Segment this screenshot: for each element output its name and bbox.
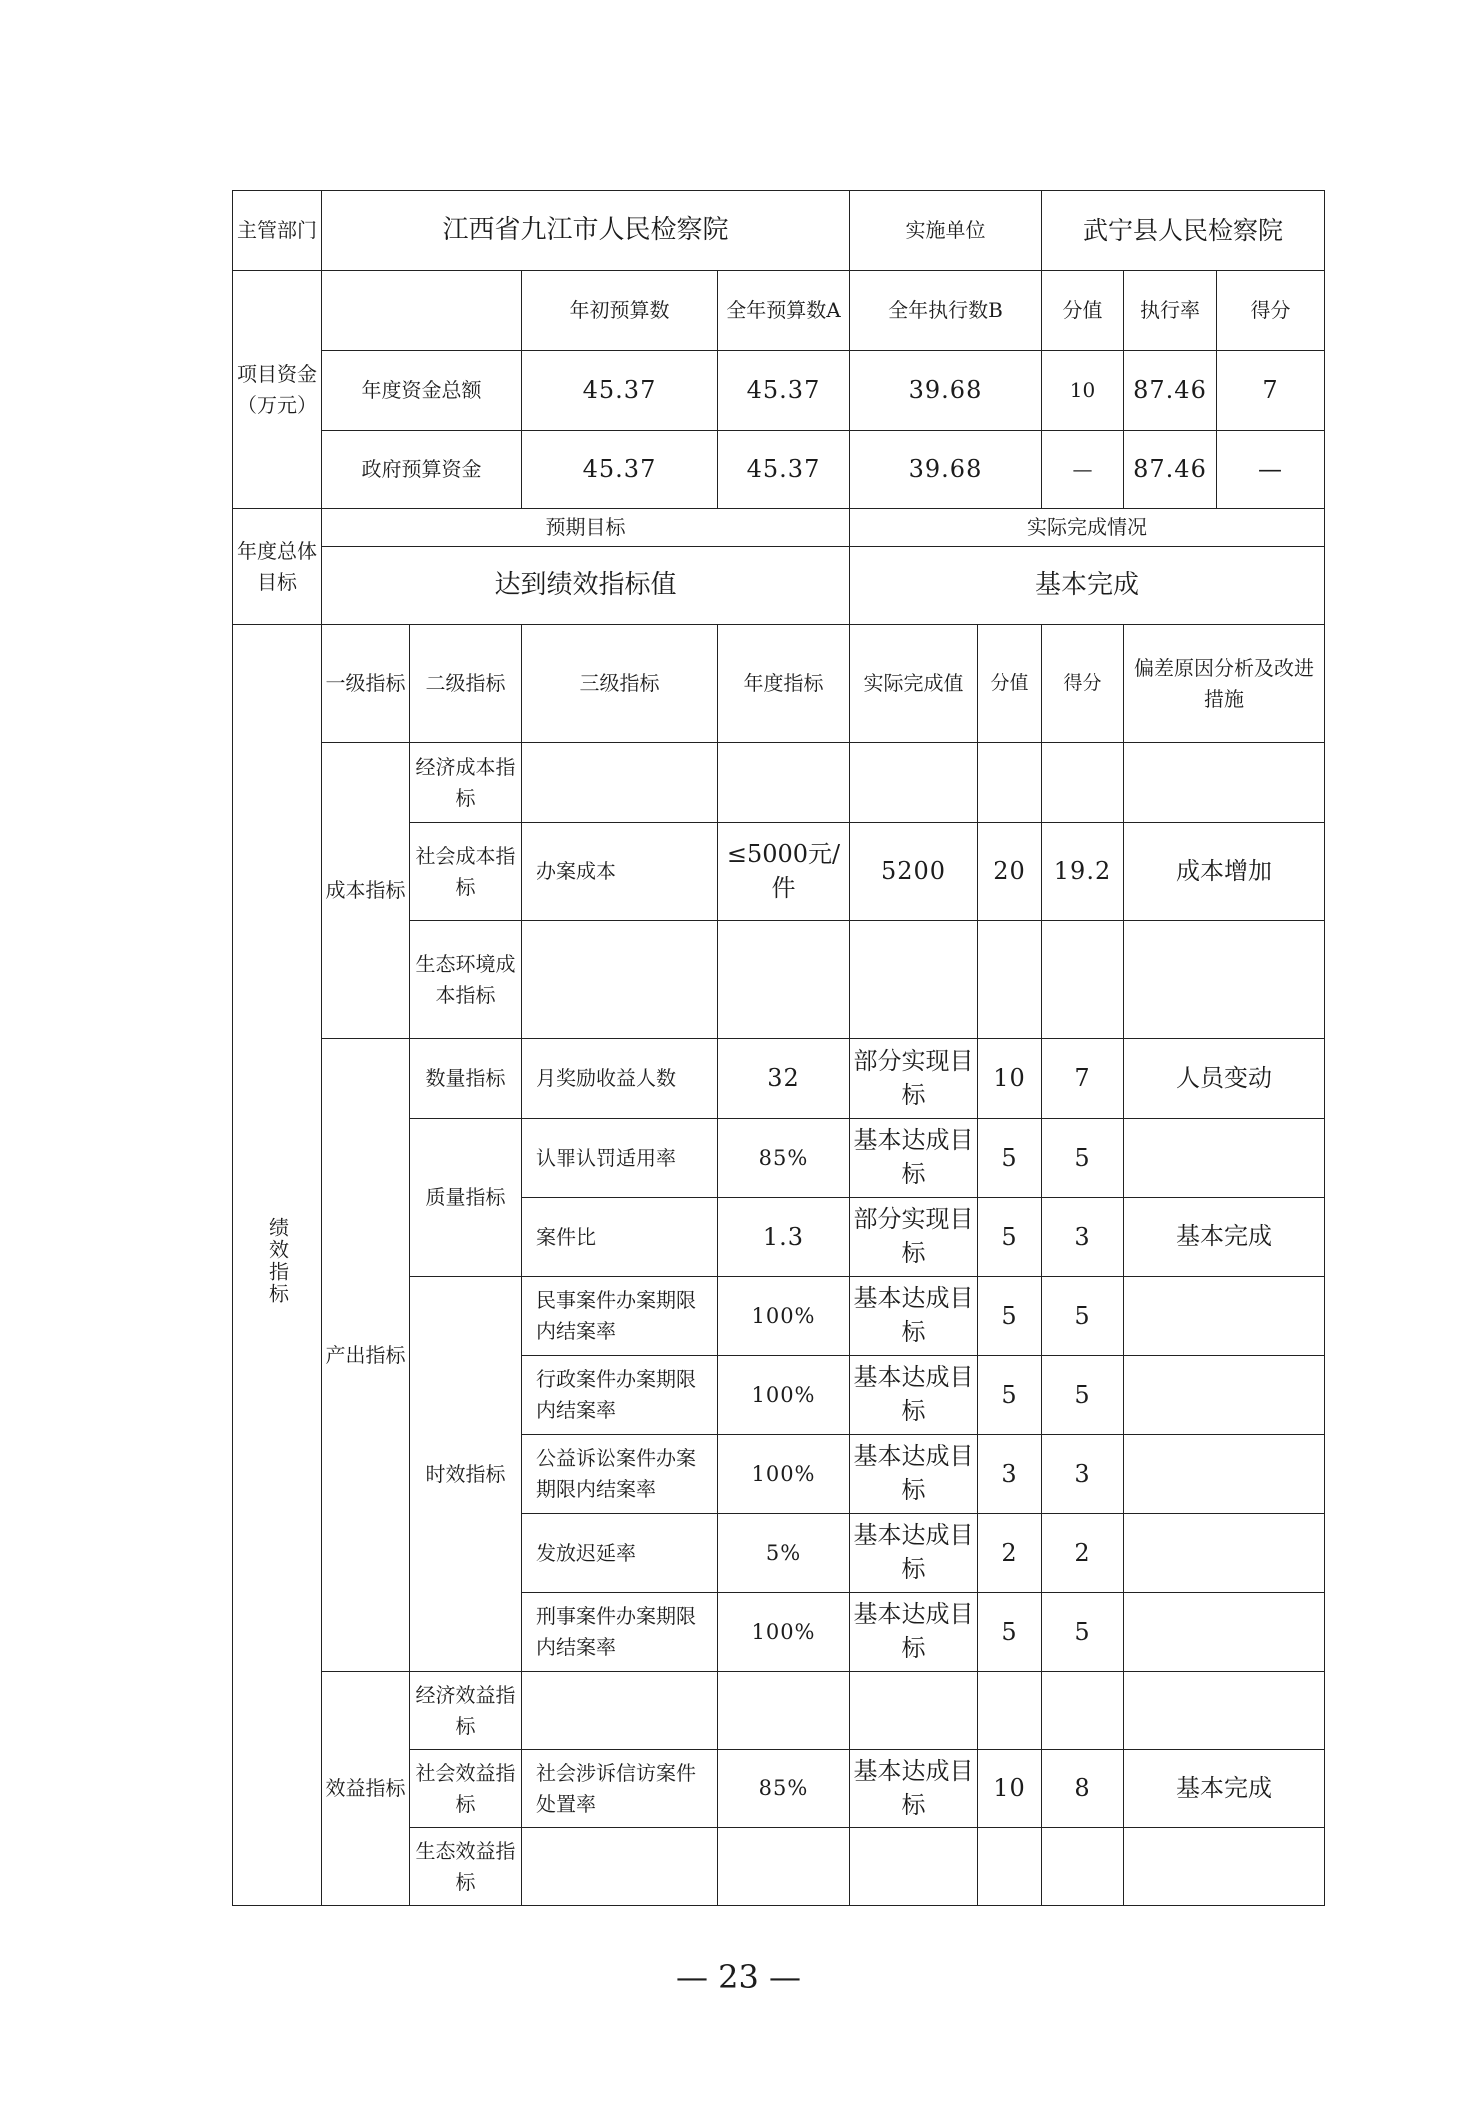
indicator-note: 基本完成 — [1124, 1198, 1325, 1277]
empty-cell — [850, 743, 978, 823]
impl-value: 武宁县人民检察院 — [1042, 191, 1325, 271]
indicator-note: 人员变动 — [1124, 1039, 1325, 1119]
indicator-weight: 5 — [978, 1119, 1042, 1198]
indicator-actual: 基本达成目标 — [850, 1277, 978, 1356]
empty-cell — [718, 1828, 850, 1906]
empty-cell — [978, 743, 1042, 823]
goal-expected-label: 预期目标 — [322, 509, 850, 547]
empty-cell — [718, 743, 850, 823]
indicator-target: 32 — [718, 1039, 850, 1119]
indicator-weight: 2 — [978, 1514, 1042, 1593]
goal-actual-label: 实际完成情况 — [850, 509, 1325, 547]
indicator-score: 19.2 — [1042, 823, 1124, 921]
indicator-weight: 5 — [978, 1593, 1042, 1672]
indicator-note — [1124, 1435, 1325, 1514]
indicator-target: 85% — [718, 1750, 850, 1828]
indicator-weight: 5 — [978, 1277, 1042, 1356]
indicator-score: 3 — [1042, 1198, 1124, 1277]
funds-col-executed: 全年执行数B — [850, 271, 1042, 351]
indicator-name: 发放迟延率 — [522, 1514, 718, 1593]
funds-row-annual: 45.37 — [718, 351, 850, 431]
empty-cell — [522, 743, 718, 823]
indicator-weight: 3 — [978, 1435, 1042, 1514]
performance-table — [232, 190, 1325, 1906]
funds-row-name: 政府预算资金 — [322, 431, 522, 509]
empty-cell — [718, 921, 850, 1039]
empty-cell — [522, 921, 718, 1039]
funds-row-executed: 39.68 — [850, 431, 1042, 509]
empty-cell — [850, 921, 978, 1039]
ind-col-note: 偏差原因分析及改进措施 — [1124, 625, 1325, 743]
indicator-actual: 部分实现目标 — [850, 1039, 978, 1119]
indicator-note — [1124, 1277, 1325, 1356]
sub-eco-benefit: 生态效益指标 — [410, 1828, 522, 1906]
sub-social-benefit: 社会效益指标 — [410, 1750, 522, 1828]
indicator-score: 3 — [1042, 1435, 1124, 1514]
ind-col-level2: 二级指标 — [410, 625, 522, 743]
indicator-actual: 部分实现目标 — [850, 1198, 978, 1277]
empty-cell — [718, 1672, 850, 1750]
indicator-target: 100% — [718, 1593, 850, 1672]
funds-col-score-value: 分值 — [1042, 271, 1124, 351]
empty-cell — [978, 1672, 1042, 1750]
indicator-name: 民事案件办案期限内结案率 — [522, 1277, 718, 1356]
empty-cell — [1042, 1672, 1124, 1750]
ind-col-score: 得分 — [1042, 625, 1124, 743]
funds-col-initial: 年初预算数 — [522, 271, 718, 351]
indicator-actual: 基本达成目标 — [850, 1119, 978, 1198]
sub-quality: 质量指标 — [410, 1119, 522, 1277]
empty-cell — [1124, 1672, 1325, 1750]
impl-label: 实施单位 — [850, 191, 1042, 271]
empty-cell — [1042, 1828, 1124, 1906]
sub-quantity: 数量指标 — [410, 1039, 522, 1119]
sub-social-cost: 社会成本指标 — [410, 823, 522, 921]
indicator-score: 8 — [1042, 1750, 1124, 1828]
indicator-target: 1.3 — [718, 1198, 850, 1277]
indicator-name: 社会涉诉信访案件处置率 — [522, 1750, 718, 1828]
empty-cell — [1042, 743, 1124, 823]
funds-col-rate: 执行率 — [1124, 271, 1217, 351]
sub-econ-cost: 经济成本指标 — [410, 743, 522, 823]
indicator-actual: 基本达成目标 — [850, 1514, 978, 1593]
funds-row-rate: 87.46 — [1124, 431, 1217, 509]
indicator-note — [1124, 1119, 1325, 1198]
indicator-weight: 5 — [978, 1356, 1042, 1435]
indicator-target: 100% — [718, 1356, 850, 1435]
indicator-target: 100% — [718, 1277, 850, 1356]
funds-label: 项目资金（万元） — [233, 271, 322, 509]
indicator-actual: 基本达成目标 — [850, 1435, 978, 1514]
funds-col-annual: 全年预算数A — [718, 271, 850, 351]
indicator-weight: 20 — [978, 823, 1042, 921]
indicator-target: 100% — [718, 1435, 850, 1514]
group-output: 产出指标 — [322, 1039, 410, 1672]
empty-cell — [1124, 1828, 1325, 1906]
indicator-score: 2 — [1042, 1514, 1124, 1593]
funds-corner-cell — [322, 271, 522, 351]
indicator-score: 7 — [1042, 1039, 1124, 1119]
ind-col-level1: 一级指标 — [322, 625, 410, 743]
indicator-note: 基本完成 — [1124, 1750, 1325, 1828]
empty-cell — [1124, 921, 1325, 1039]
indicator-score: 5 — [1042, 1356, 1124, 1435]
indicators-label-cell — [233, 625, 322, 1906]
empty-cell — [978, 921, 1042, 1039]
empty-cell — [850, 1828, 978, 1906]
indicators-label: 绩效指标 — [265, 1216, 290, 1305]
empty-cell — [1124, 743, 1325, 823]
indicator-target: 5% — [718, 1514, 850, 1593]
funds-row-executed: 39.68 — [850, 351, 1042, 431]
ind-col-level3: 三级指标 — [522, 625, 718, 743]
empty-cell — [978, 1828, 1042, 1906]
indicator-score: 5 — [1042, 1277, 1124, 1356]
indicator-target: ≤5000元/件 — [718, 823, 850, 921]
dept-value: 江西省九江市人民检察院 — [322, 191, 850, 271]
ind-col-target: 年度指标 — [718, 625, 850, 743]
funds-row-name: 年度资金总额 — [322, 351, 522, 431]
goal-expected-value: 达到绩效指标值 — [322, 547, 850, 625]
indicator-note — [1124, 1514, 1325, 1593]
funds-row-initial: 45.37 — [522, 431, 718, 509]
indicator-name: 认罪认罚适用率 — [522, 1119, 718, 1198]
goal-label: 年度总体目标 — [233, 509, 322, 625]
sub-econ-benefit: 经济效益指标 — [410, 1672, 522, 1750]
funds-row-annual: 45.37 — [718, 431, 850, 509]
indicator-name: 案件比 — [522, 1198, 718, 1277]
indicator-actual: 基本达成目标 — [850, 1593, 978, 1672]
dept-label: 主管部门 — [233, 191, 322, 271]
indicator-score: 5 — [1042, 1593, 1124, 1672]
funds-row-score: 7 — [1217, 351, 1325, 431]
indicator-target: 85% — [718, 1119, 850, 1198]
funds-row-score: — — [1217, 431, 1325, 509]
group-cost: 成本指标 — [322, 743, 410, 1039]
sub-eco-cost: 生态环境成本指标 — [410, 921, 522, 1039]
empty-cell — [850, 1672, 978, 1750]
indicator-actual: 5200 — [850, 823, 978, 921]
indicator-name: 公益诉讼案件办案期限内结案率 — [522, 1435, 718, 1514]
funds-row-score-value: 10 — [1042, 351, 1124, 431]
ind-col-actual: 实际完成值 — [850, 625, 978, 743]
empty-cell — [1042, 921, 1124, 1039]
empty-cell — [522, 1672, 718, 1750]
funds-col-score: 得分 — [1217, 271, 1325, 351]
funds-row-initial: 45.37 — [522, 351, 718, 431]
indicator-actual: 基本达成目标 — [850, 1356, 978, 1435]
indicator-name: 行政案件办案期限内结案率 — [522, 1356, 718, 1435]
goal-actual-value: 基本完成 — [850, 547, 1325, 625]
indicator-weight: 5 — [978, 1198, 1042, 1277]
funds-row-score-value: — — [1042, 431, 1124, 509]
ind-col-weight: 分值 — [978, 625, 1042, 743]
group-benefit: 效益指标 — [322, 1672, 410, 1906]
indicator-note — [1124, 1356, 1325, 1435]
page-number: — 23 — — [675, 1958, 802, 1996]
indicator-name: 刑事案件办案期限内结案率 — [522, 1593, 718, 1672]
indicator-name: 月奖励收益人数 — [522, 1039, 718, 1119]
indicator-name: 办案成本 — [522, 823, 718, 921]
empty-cell — [522, 1828, 718, 1906]
indicator-weight: 10 — [978, 1750, 1042, 1828]
funds-row-rate: 87.46 — [1124, 351, 1217, 431]
indicator-score: 5 — [1042, 1119, 1124, 1198]
sub-timeliness: 时效指标 — [410, 1277, 522, 1672]
indicator-note — [1124, 1593, 1325, 1672]
indicator-actual: 基本达成目标 — [850, 1750, 978, 1828]
indicator-note: 成本增加 — [1124, 823, 1325, 921]
indicator-weight: 10 — [978, 1039, 1042, 1119]
